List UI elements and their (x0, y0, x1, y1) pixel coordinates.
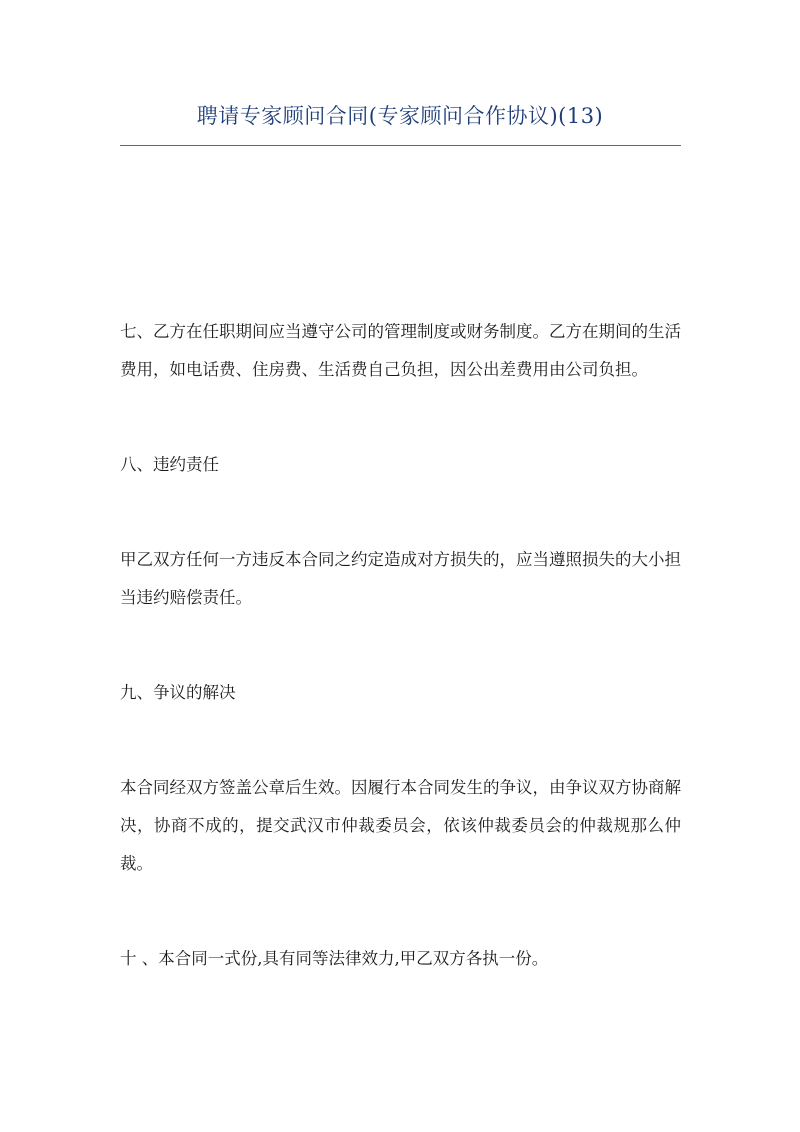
title-underline (120, 145, 681, 146)
clause-seven-paragraph: 七、乙方在任职期间应当遵守公司的管理制度或财务制度。乙方在期间的生活费用，如电话费、住房费、生活费自己负担，因公出差费用由公司负担。 (120, 322, 681, 379)
dispute-resolution-paragraph: 本合同经双方签盖公章后生效。因履行本合同发生的争议，由争议双方协商解决，协商不成的，提交武汉市仲裁委员会，依该仲裁委员会的仲裁规那么仲裁。 (120, 778, 681, 873)
clause-nine-heading: 九、争议的解决 (120, 683, 236, 702)
clause-ten-paragraph: 十 、本合同一式份,具有同等法律效力,甲乙双方各执一份。 (120, 949, 549, 968)
clause-eight-heading: 八、违约责任 (120, 455, 219, 474)
document-body (120, 313, 681, 978)
breach-liability-paragraph: 甲乙双方任何一方违反本合同之约定造成对方损失的，应当遵照损失的大小担当违约赔偿责任。 (120, 550, 681, 607)
document-title: 聘请专家顾问合同(专家顾问合作协议)(13) (196, 104, 604, 128)
